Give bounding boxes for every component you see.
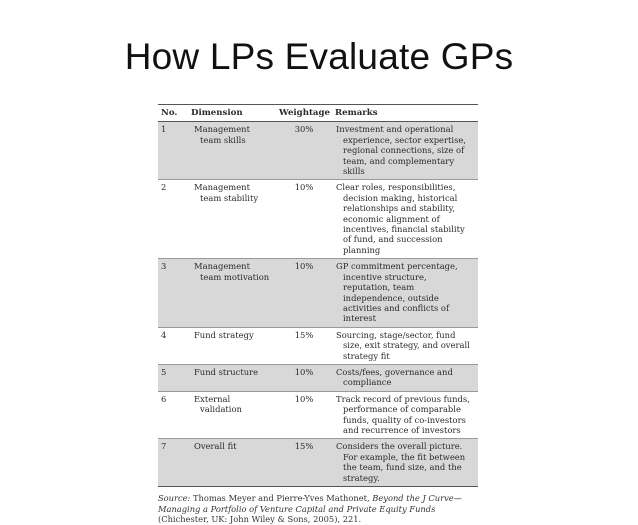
slide-title: How LPs Evaluate GPs [124, 36, 514, 77]
row-no: 3 [158, 259, 188, 327]
table-row [158, 122, 478, 180]
header-weightage: Weightage [276, 105, 332, 122]
table-row [158, 327, 478, 364]
row-dimension [188, 391, 276, 439]
table-row [158, 439, 478, 487]
row-weightage: 10% [276, 391, 332, 439]
source-book-title: Beyond the J Curve—Managing a Portfolio of Venture Capital and Private Equity Funds [158, 493, 462, 514]
table-row [158, 364, 478, 391]
source-label: Source: [158, 493, 191, 503]
row-remarks [332, 364, 478, 391]
evaluation-table-figure [158, 104, 478, 525]
row-remarks-text: Clear roles, responsibilities, decision making, historical relationships and stability, economic alignment of incentives, financial stability of fund, and succession planning [336, 182, 465, 255]
row-dimension-text: Management team motivation [194, 261, 270, 282]
row-dimension [188, 327, 276, 364]
row-no: 6 [158, 391, 188, 439]
header-dimension: Dimension [188, 105, 276, 122]
row-remarks-text: Sourcing, stage/sector, fund size, exit strategy, and overall strategy fit [336, 329, 470, 361]
row-weightage: 30% [276, 122, 332, 180]
evaluation-table [158, 104, 478, 487]
row-weightage: 15% [276, 327, 332, 364]
row-remarks [332, 439, 478, 487]
header-remarks: Remarks [332, 105, 478, 122]
row-no: 1 [158, 122, 188, 180]
row-no: 2 [158, 180, 188, 259]
row-weightage: 10% [276, 259, 332, 327]
row-dimension [188, 439, 276, 487]
source-publisher: (Chichester, UK: John Wiley & Sons, 2005), 221. [158, 514, 362, 525]
row-no: 4 [158, 327, 188, 364]
row-remarks-text: Investment and operational experience, sector expertise, regional connections, size of team, and complementary skills [336, 124, 466, 177]
row-remarks [332, 180, 478, 259]
row-no: 7 [158, 439, 188, 487]
table-row [158, 391, 478, 439]
table-header-row [158, 105, 478, 122]
row-dimension-text: Fund structure [194, 366, 259, 377]
row-remarks [332, 327, 478, 364]
row-dimension [188, 122, 276, 180]
row-remarks-text: Considers the overall picture. For example, the fit between the team, fund size, and the strategy. [336, 441, 466, 483]
row-dimension [188, 259, 276, 327]
row-remarks [332, 391, 478, 439]
row-dimension-text: Fund strategy [194, 329, 254, 340]
row-weightage: 10% [276, 180, 332, 259]
row-remarks-text: Costs/fees, governance and compliance [336, 366, 453, 388]
source-authors: Thomas Meyer and Pierre-Yves Mathonet, [192, 493, 370, 503]
row-remarks-text: GP commitment percentage, incentive structure, reputation, team independence, outside activities and conflicts of interest [336, 261, 458, 324]
row-dimension [188, 180, 276, 259]
source-citation [158, 493, 478, 525]
row-dimension-text: Management team skills [194, 124, 250, 145]
row-weightage: 10% [276, 364, 332, 391]
row-remarks [332, 122, 478, 180]
row-remarks-text: Track record of previous funds, performance of comparable funds, quality of co-investors and recurrence of investors [336, 393, 470, 435]
row-remarks [332, 259, 478, 327]
table-row [158, 259, 478, 327]
row-dimension-text: External validation [194, 393, 242, 415]
row-weightage: 15% [276, 439, 332, 487]
header-no: No. [158, 105, 188, 122]
row-no: 5 [158, 364, 188, 391]
table-row [158, 180, 478, 259]
row-dimension-text: Overall fit [194, 441, 237, 452]
row-dimension [188, 364, 276, 391]
row-dimension-text: Management team stability [194, 182, 259, 203]
